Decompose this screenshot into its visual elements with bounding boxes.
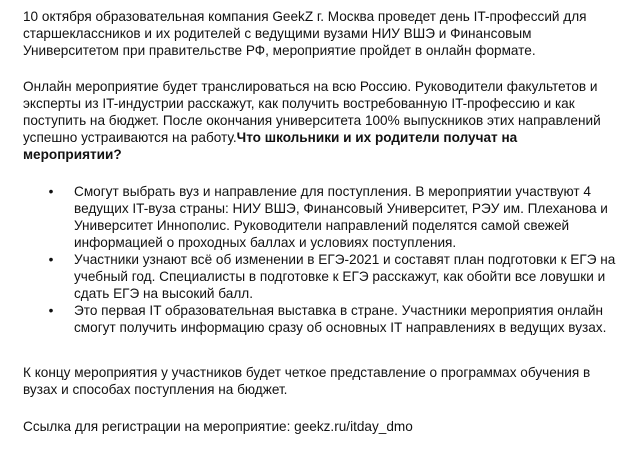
event-announcement-paragraph: 10 октября образовательная компания GeekZ г. Москва проведет день IT-профессий для старшеклассников и их родителей с ведущими вузами НИУ ВШЭ и Финансовым Университетом при правительстве РФ, мероприятие пройдет в онлайн формате. <box>23 9 587 58</box>
bullet-icon: • <box>48 184 54 199</box>
registration-label: Ссылка для регистрации на мероприятие: <box>23 419 295 434</box>
bullet-icon: • <box>48 303 54 318</box>
list-item-text: Смогут выбрать вуз и направление для поступления. В мероприятии участвуют 4 ведущих IT-вуза страны: НИУ ВШЭ, Финансовый Университет, РЭУ им. Плеханова и Университет Иннополис. Руководители направлений поделятся самой свежей информацией о проходных баллах и условиях поступления. <box>74 184 608 250</box>
list-item <box>48 251 616 302</box>
event-description-paragraph <box>23 78 613 163</box>
event-description-text: Онлайн мероприятие будет транслироваться на всю Россию. Руководители факультетов и эксперты из IT-индустрии расскажут, как получить востребованную IT-профессию и как поступить на бюджет. После окончания университета 100% выпускников этих направлений успешно устраиваются на работу. <box>23 79 601 145</box>
list-item-text: Это первая IT образовательная выставка в стране. Участники мероприятия онлайн смогут получить информацию сразу об основных IT направлениях в ведущих вузах. <box>74 303 607 335</box>
benefits-list <box>48 183 616 336</box>
benefits-question-heading: Что школьники и их родители получат на мероприятии? <box>23 130 518 162</box>
registration-link[interactable]: geekz.ru/itday_dmo <box>294 419 413 434</box>
list-item <box>48 183 616 251</box>
list-item <box>48 302 616 336</box>
list-item-text: Участники узнают всё об изменении в ЕГЭ-2021 и составят план подготовки к ЕГЭ на учебный год. Специалисты в подготовке к ЕГЭ расскажут, как обойти все ловушки и сдать ЕГЭ на высокий балл. <box>74 252 616 301</box>
registration-line <box>23 418 613 435</box>
bullet-icon: • <box>48 252 54 267</box>
outcome-paragraph: К концу мероприятия у участников будет четкое представление о программах обучения в вузах и способах поступления на бюджет. <box>23 365 591 397</box>
